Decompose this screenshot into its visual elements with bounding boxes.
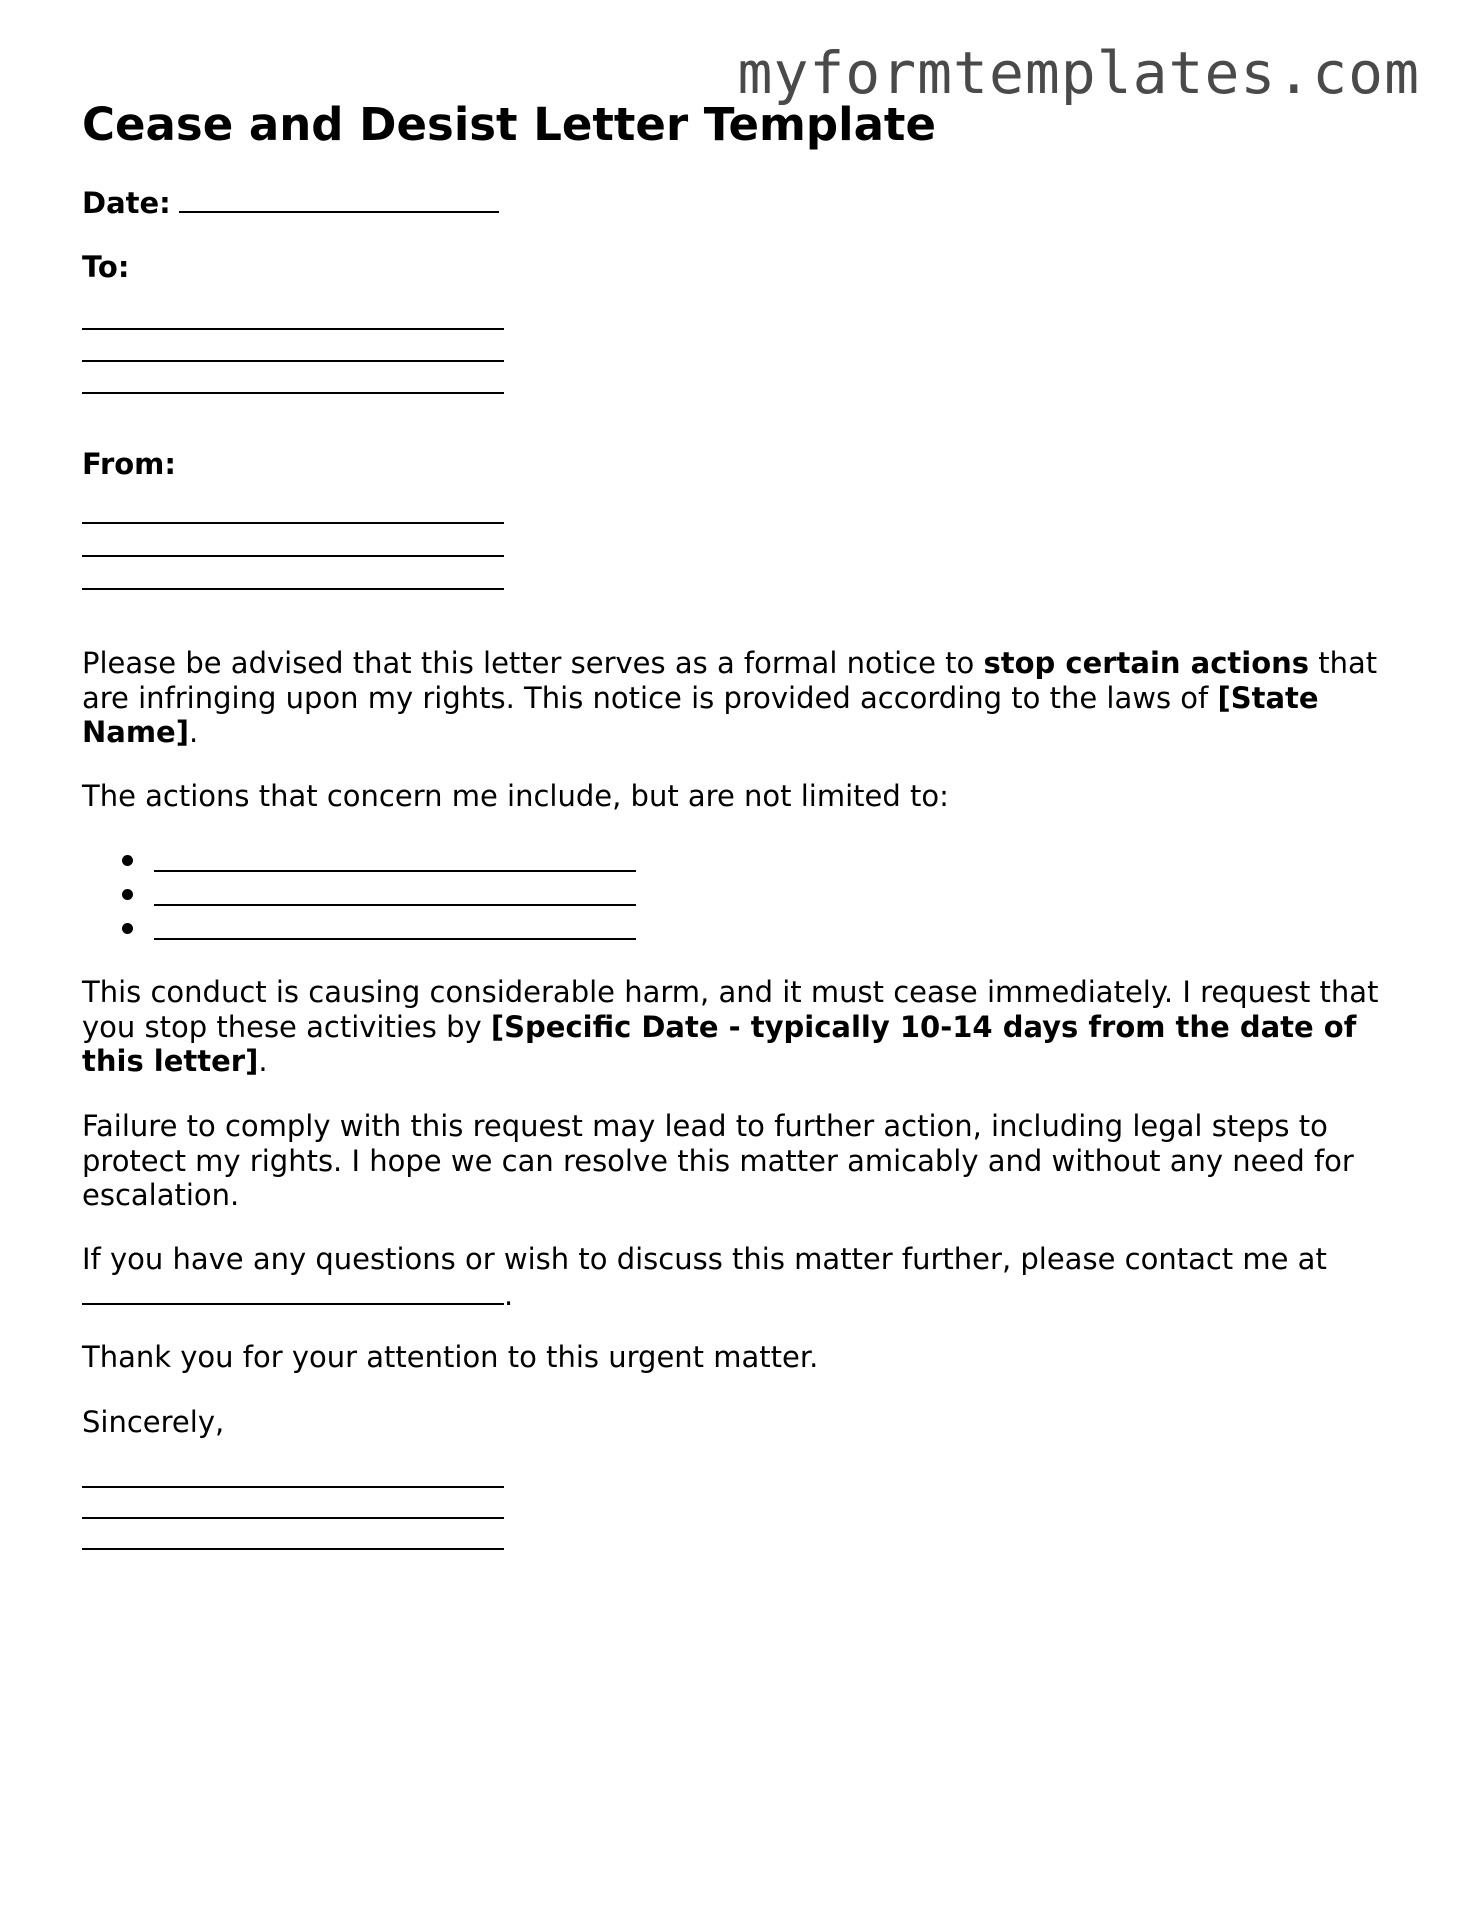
specific-date-placeholder: [Specific Date - typically 10-14 days from the date of this letter] [82,1009,1357,1078]
signature-blank-3[interactable] [82,1548,504,1550]
from-label: From: [82,447,176,481]
from-blank-2[interactable] [82,555,504,557]
contact-paragraph: If you have any questions or wish to discuss this matter further, please contact me at . [82,1242,1327,1312]
date-row [82,186,499,221]
to-label: To: [82,250,130,284]
to-blank-1[interactable] [82,328,504,330]
actions-intro: The actions that concern me include, but are not limited to: [82,779,949,813]
intro-paragraph: Please be advised that this letter serves as a formal notice to stop certain actions that are infringing upon my rights. This notice is provided according to the laws of [State Name]. [82,646,1378,749]
failure-paragraph: Failure to comply with this request may lead to further action, including legal steps to protect my rights. I hope we can resolve this matter amicably and without any need for escalation. [82,1109,1354,1212]
conduct-paragraph: This conduct is causing considerable harm, and it must cease immediately. I request that you stop these activities by [Specific Date - typically 10-14 days from the date of this letter]. [82,975,1379,1078]
to-blank-3[interactable] [82,392,504,394]
date-blank[interactable] [179,189,499,213]
action-blank-3[interactable] [154,938,636,940]
signature-blank-1[interactable] [82,1486,504,1488]
action-blank-1[interactable] [154,870,636,872]
action-blank-2[interactable] [154,904,636,906]
closing: Sincerely, [82,1405,225,1439]
bullet-icon [122,855,133,866]
date-label: Date: [82,186,171,220]
bullet-icon [122,889,133,900]
state-name-placeholder: [State Name] [82,680,1319,749]
page-title: Cease and Desist Letter Template [82,98,936,151]
intro-bold-actions: stop certain actions [983,646,1310,680]
to-blank-2[interactable] [82,360,504,362]
from-blank-3[interactable] [82,588,504,590]
from-blank-1[interactable] [82,522,504,524]
contact-blank[interactable] [82,1277,504,1305]
signature-blank-2[interactable] [82,1517,504,1519]
thanks-paragraph: Thank you for your attention to this urgent matter. [82,1340,819,1374]
bullet-icon [122,923,133,934]
watermark: myformtemplates.com [737,39,1420,107]
